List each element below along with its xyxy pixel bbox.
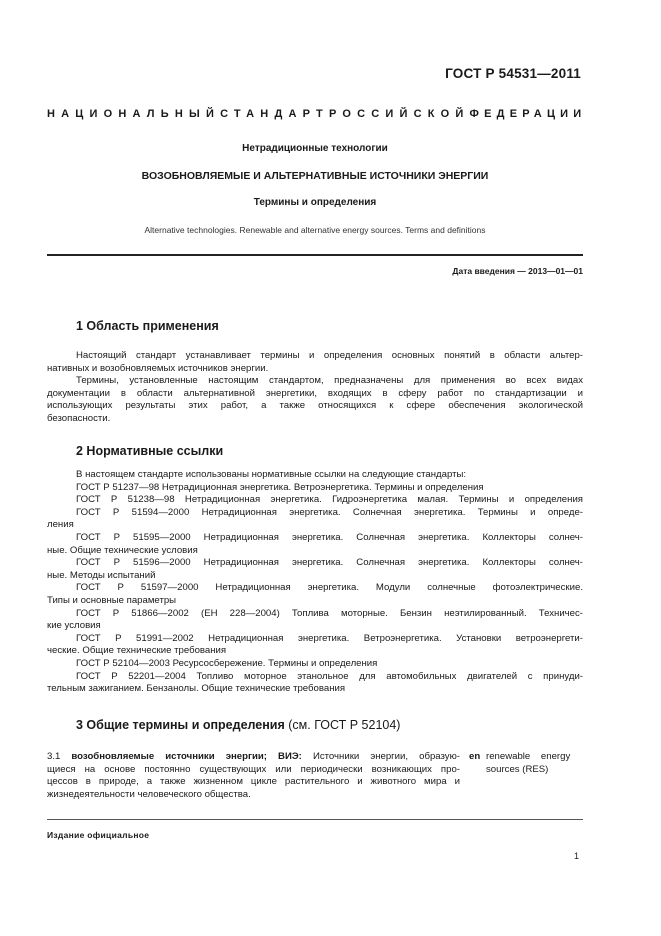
- text-line: документации в области альтернативной энергетики, входящих в сферу работ по стандартизации и: [47, 387, 583, 399]
- reference-line: тельным зажиганием. Бензанолы. Общие технические требования: [47, 683, 346, 695]
- term-first-line: [47, 751, 460, 764]
- document-number: ГОСТ Р 54531—2011: [445, 66, 581, 81]
- english-title: Alternative technologies. Renewable and alternative energy sources. Terms and definitions: [144, 225, 486, 235]
- english-equivalent: [486, 751, 583, 776]
- banner-word: ФЕДЕРАЦИИ: [469, 108, 587, 120]
- footer-divider: [47, 819, 583, 820]
- text-line: Термины, установленные настоящим стандартом, предназначены для применения во всех видах: [76, 375, 583, 387]
- term-definition-start: Источники энергии, образую-: [312, 751, 460, 762]
- banner-word: СТАНДАРТ: [220, 108, 329, 120]
- section-1-heading: 1 Область применения: [76, 319, 219, 333]
- term-number: 3.1: [47, 751, 61, 762]
- term-entry: [47, 751, 460, 801]
- reference-line: ные. Методы испытаний: [47, 569, 156, 581]
- english-term-line: sources (RES): [486, 763, 549, 775]
- reference-line: кие условия: [47, 620, 101, 632]
- reference-line: ческие. Общие технические требования: [47, 645, 227, 657]
- text-line: жизнедеятельности человеческого общества.: [47, 788, 251, 800]
- header-divider: [47, 254, 583, 256]
- text-line: В настоящем стандарте использованы нормативные ссылки на следующие стандарты:: [76, 469, 467, 480]
- text-line: щиеся на основе постоянно существующих или периодически возникающих про-: [47, 763, 460, 775]
- section-2-heading: 2 Нормативные ссылки: [76, 444, 224, 458]
- reference-line: Типы и основные параметры: [47, 594, 177, 606]
- reference-line: ГОСТ Р 51596—2000 Нетрадиционная энергетика. Солнечная энергетика. Коллекторы солнеч-: [76, 557, 583, 569]
- section-3-reference: (см. ГОСТ Р 52104): [288, 718, 401, 732]
- reference-line: ГОСТ Р 52104—2003 Ресурсосбережение. Термины и определения: [76, 657, 378, 669]
- text-line: цессов в природе, а также жизненном цикле растительного и животного мира и: [47, 776, 460, 788]
- section-3-title: 3 Общие термины и определения: [76, 718, 285, 732]
- banner-word: РОССИЙСКОЙ: [328, 108, 470, 120]
- national-standard-banner: [47, 108, 587, 120]
- reference-line: ные. Общие технические условия: [47, 544, 198, 556]
- document-subtitle: Термины и определения: [253, 197, 377, 208]
- reference-line: ГОСТ Р 51991—2002 Нетрадиционная энергетика. Ветроэнергетика. Установки ветроэнергети-: [76, 632, 583, 644]
- reference-line: ГОСТ Р 51238—98 Нетрадиционная энергетика. Гидроэнергетика малая. Термины и определения: [76, 494, 583, 506]
- reference-line: ГОСТ Р 51237—98 Нетрадиционная энергетика. Ветроэнергетика. Термины и определения: [76, 481, 484, 493]
- section-2-body: [47, 469, 583, 696]
- term-name: возобновляемые источники энергии; ВИЭ:: [71, 751, 302, 762]
- text-line: Настоящий стандарт устанавливает термины и определения основных понятий в области альтер-: [76, 350, 583, 361]
- reference-line: ГОСТ Р 51866—2002 (ЕН 228—2004) Топлива моторные. Бензин неэтилированный. Техничес-: [76, 607, 583, 619]
- language-code: en: [469, 751, 481, 762]
- page-number: 1: [573, 851, 579, 861]
- english-term-line: renewable energy: [486, 751, 571, 762]
- edition-note: Издание официальное: [47, 830, 150, 840]
- document-title: ВОЗОБНОВЛЯЕМЫЕ И АЛЬТЕРНАТИВНЫЕ ИСТОЧНИКИ ЭНЕРГИИ: [141, 170, 489, 182]
- reference-line: ления: [47, 519, 74, 531]
- reference-line: ГОСТ Р 52201—2004 Топливо моторное этанольное для автомобильных двигателей с принуди-: [76, 670, 583, 682]
- banner-word: НАЦИОНАЛЬНЫЙ: [47, 108, 221, 120]
- reference-line: ГОСТ Р 51594—2000 Нетрадиционная энергетика. Солнечная энергетика. Термины и опреде-: [76, 506, 583, 518]
- section-1-body: [47, 350, 583, 426]
- text-line: безопасности.: [47, 412, 111, 424]
- section-3-heading: [76, 718, 400, 732]
- subject-line: Нетрадиционные технологии: [242, 143, 388, 154]
- text-line: использующих результаты этих работ, а также относящихся к сфере обеспечения экологической: [47, 400, 583, 412]
- text-line: нативных и возобновляемых источников энергии.: [47, 362, 269, 374]
- reference-line: ГОСТ Р 51595—2000 Нетрадиционная энергетика. Солнечная энергетика. Коллекторы солнеч-: [76, 531, 583, 543]
- effective-date: Дата введения — 2013—01—01: [452, 266, 583, 276]
- reference-line: ГОСТ Р 51597—2000 Нетрадиционная энергетика. Модули солнечные фотоэлектрические.: [76, 582, 583, 594]
